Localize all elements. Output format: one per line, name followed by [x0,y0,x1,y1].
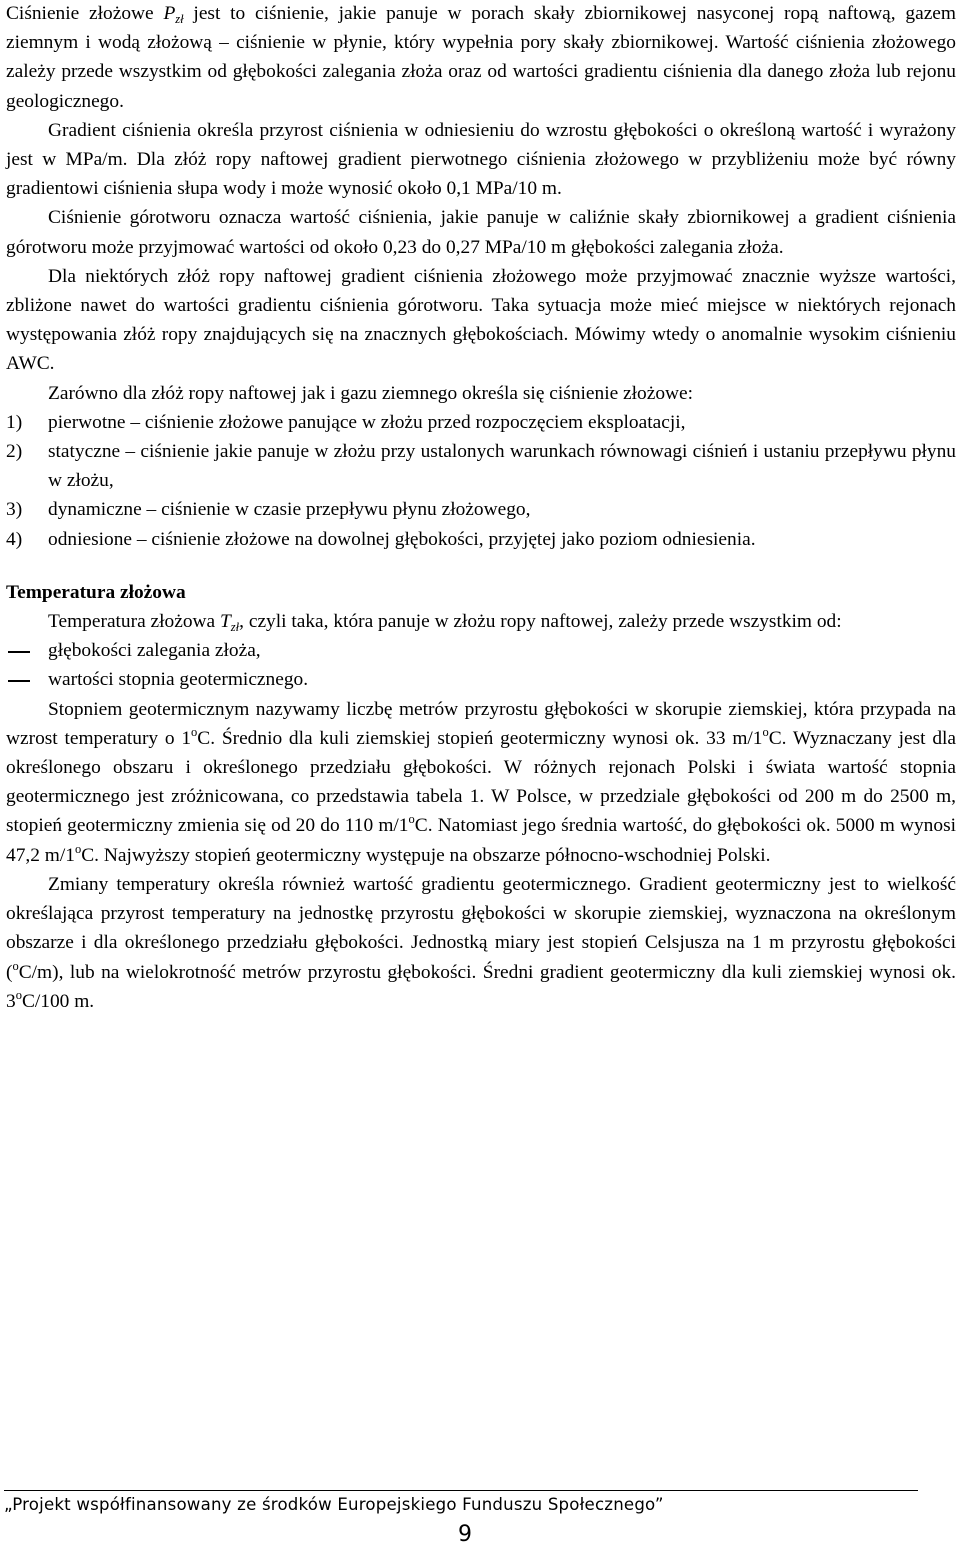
page-number: 9 [458,1522,472,1547]
list-item-text: odniesione – ciśnienie złożowe na dowolnej głębokości, przyjętej jako poziom odniesienia. [48,528,756,550]
dash-bullet-icon [6,636,48,665]
symbol-p: P [163,3,176,24]
symbol-t-subscript: zł [230,620,240,635]
list-item [6,408,956,437]
list-item-number: 4) [6,528,23,550]
paragraph-overburden-pressure: Ciśnienie górotworu oznacza wartość ciśnienia, jakie panuje w caliźnie skały zbiornikowej a gradient ciśnienia górotworu może przyjmować wartości od około 0,23 do 0,27 MPa/10 m głębokości zalegania złoża. [6,207,956,258]
list-item [6,495,956,524]
list-item-number: 1) [6,411,23,433]
list-item [6,437,956,495]
list-item-number: 3) [6,499,23,521]
section-heading-temperature: Temperatura złożowa [6,581,186,603]
temperature-factors-list [6,636,956,694]
list-item [6,525,956,554]
footer-divider [4,1490,918,1491]
symbol-t: T [220,611,231,633]
symbol-p-subscript: zł [175,12,184,26]
paragraph-pressure-types-intro: Zarówno dla złóż ropy naftowej jak i gazu ziemnego określa się ciśnienie złożowe: [48,382,694,404]
pressure-types-list [6,408,956,554]
list-item [6,665,956,694]
paragraph-reservoir-temperature: Temperatura złożowa $T_{zł}$, czyli taka, która panuje w złożu ropy naftowej, zależy przede wszystkim od: [48,611,842,635]
document-body [6,0,956,1016]
list-item-text: pierwotne – ciśnienie złożowe panujące w złożu przed rozpoczęciem eksploatacji, [48,411,686,433]
paragraph-geothermal-degree: Stopniem geotermicznym nazywamy liczbę metrów przyrostu głębokości w skorupie ziemskiej, która przypada na wzrost temperatury o 1$^o$C. Średnio dla kuli ziemskiej stopień geotermiczny wynosi ok. 33 m/1$^o$C. Wyznaczany jest dla określonego obszaru i określonego przedziału głębokości. W różnych rejonach Polski i świata wartość stopnia geotermicznego jest zróżnicowana, co przedstawia tabela 1. W Polsce, w przedziale głębokości od 200 m do 2500 m, stopień geotermiczny zmienia się od 20 do 110 m/1$^o$C. Natomiast jego średnia wartość, do głębokości ok. 5000 m wynosi 47,2 m/1$^o$C. Najwyższy stopień geotermiczny występuje na obszarze północno-wschodniej Polski. [6,698,957,866]
list-item-text: dynamiczne – ciśnienie w czasie przepływu płynu złożowego, [48,499,531,521]
footer-funding-note: „Projekt współfinansowany ze środków Europejskiego Funduszu Społecznego” [4,1495,664,1514]
list-item-text: wartości stopnia geotermicznego. [48,669,309,691]
list-item-text: głębokości zalegania złoża, [48,640,261,662]
dash-bullet-icon [6,665,48,694]
list-item-text: statyczne – ciśnienie jakie panuje w złożu przy ustalonych warunkach równowagi ciśnień i ustaniu przepływu płynu w złożu, [48,441,956,492]
paragraph-geothermal-gradient: Zmiany temperatury określa również wartość gradientu geotermicznego. Gradient geotermiczny jest to wielkość określająca przyrost temperatury na jednostkę przyrostu głębokości w skorupie ziemskiej, wyznaczona na określonym obszarze i dla określonego przedziału głębokości. Jednostką miary jest stopień Celsjusza na 1 m przyrostu głębokości ($^o$C/m), lub na wielokrotność metrów przyrostu głębokości. Średni gradient geotermiczny dla kuli ziemskiej wynosi ok. 3$^o$C/100 m. [6,873,956,1012]
paragraph-anomalous-pressure: Dla niektórych złóż ropy naftowej gradient ciśnienia złożowego może przyjmować znacznie wyższe wartości, zbliżone nawet do wartości gradientu ciśnienia górotworu. Taka sytuacja może mieć miejsce w niektórych rejonach występowania złóż ropy znajdujących się na znacznych głębokościach. Mówimy wtedy o anomalnie wysokim ciśnieniu AWC. [6,265,956,375]
paragraph-reservoir-pressure: Ciśnienie złożowe $P_{zł}$ jest to ciśnienie, jakie panuje w porach skały zbiornikowej nasyconej ropą naftową, gazem ziemnym i wodą złożową – ciśnienie w płynie, który wypełnia pory skały zbiornikowej. Wartość ciśnienia złożowego zależy przede wszystkim od głębokości zalegania złoża oraz od wartości gradientu ciśnienia dla danego złoża lub rejonu geologicznego. [6,3,956,112]
list-item [6,636,956,665]
list-item-number: 2) [6,441,23,463]
paragraph-pressure-gradient: Gradient ciśnienia określa przyrost ciśnienia w odniesieniu do wzrostu głębokości o określoną wartość i wyrażony jest w MPa/m. Dla złóż ropy naftowej gradient pierwotnego ciśnienia złożowego w przybliżeniu może być równy gradientowi ciśnienia słupa wody i może wynosić około 0,1 MPa/10 m. [6,119,956,200]
